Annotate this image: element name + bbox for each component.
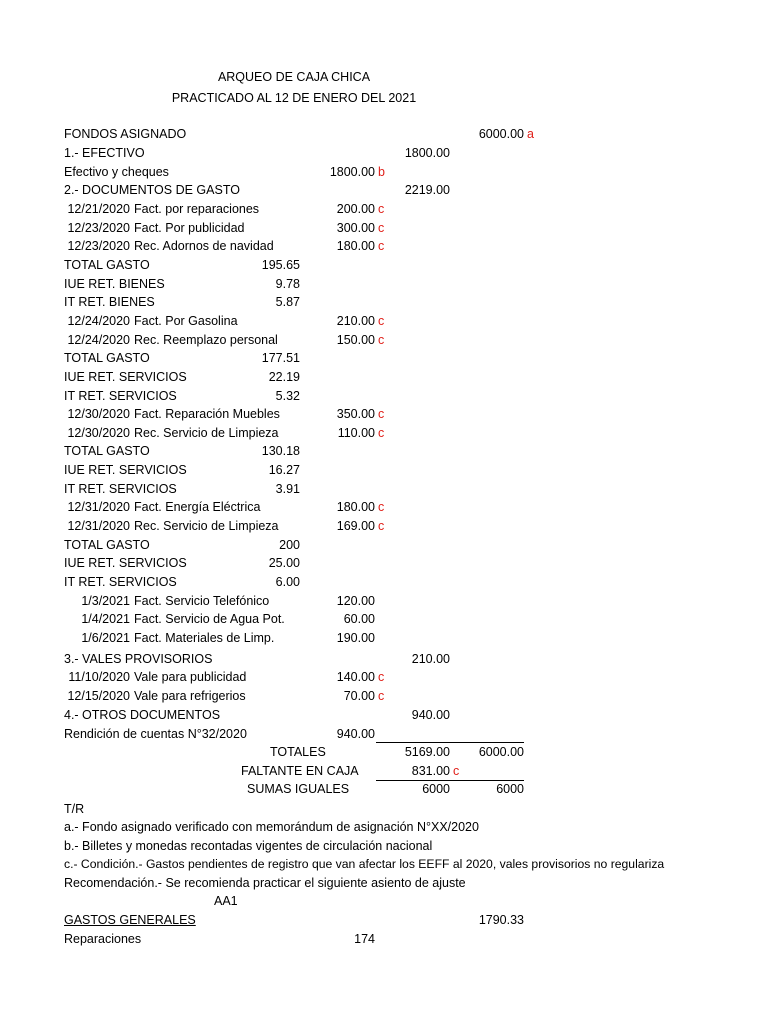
summary-value: 9.78 [275, 276, 300, 291]
reparaciones-amount: 174 [354, 932, 375, 946]
summary-value: 200 [279, 537, 300, 552]
faltante-label: FALTANTE EN CAJA [241, 764, 359, 778]
row-amount: 190.00 [336, 630, 375, 645]
summary-label: IUE RET. BIENES [64, 276, 165, 291]
row-date: 12/21/2020 [67, 202, 130, 216]
faltante-amount: 831.00 [411, 764, 450, 778]
row-amount: 70.00 [343, 688, 375, 703]
note-b: b.- Billetes y monedas recontadas vigentes de circulación nacional [64, 839, 433, 853]
section-efectivo-label: 1.- EFECTIVO [64, 146, 145, 160]
summary-label: TOTAL GASTO [64, 444, 150, 459]
audit-mark: c [378, 407, 385, 422]
section-otros-label: 4.- OTROS DOCUMENTOS [64, 708, 221, 722]
row-amount: 200.00 [336, 202, 375, 216]
audit-mark: c [378, 688, 385, 703]
sumas-rule [376, 780, 524, 781]
section-vales-label: 3.- VALES PROVISORIOS [64, 652, 213, 666]
audit-mark: c [378, 332, 385, 347]
row-date: 12/31/2020 [67, 500, 130, 515]
audit-mark: c [378, 670, 385, 684]
row-amount: 60.00 [343, 612, 375, 627]
summary-label: TOTAL GASTO [64, 537, 150, 552]
row-description: Fact. Servicio Telefónico [134, 593, 270, 608]
efectivo-item-amount: 1800.00 [329, 165, 375, 179]
audit-mark: c [453, 764, 460, 778]
row-description: Rec. Adornos de navidad [134, 239, 274, 254]
note-recomendacion: Recomendación.- Se recomienda practicar el siguiente asiento de ajuste [64, 876, 466, 890]
section-documentos-label: 2.- DOCUMENTOS DE GASTO [64, 183, 240, 197]
gastos-generales-amount: 1790.33 [478, 913, 524, 927]
audit-mark: a [527, 127, 534, 141]
sumas-label: SUMAS IGUALES [247, 782, 350, 796]
totales-label: TOTALES [270, 745, 326, 759]
section-documentos-subtotal: 2219.00 [404, 183, 450, 197]
row-amount: 180.00 [336, 500, 375, 515]
summary-label: IT RET. SERVICIOS [64, 575, 177, 589]
totales-col3: 5169.00 [404, 745, 450, 759]
section-otros-subtotal: 940.00 [411, 708, 450, 722]
audit-mark: b [378, 165, 385, 179]
row-description: Fact. Reparación Muebles [134, 407, 280, 422]
row-description: Rec. Reemplazo personal [134, 332, 278, 347]
summary-label: TOTAL GASTO [64, 351, 150, 366]
page-subtitle: PRACTICADO AL 12 DE ENERO DEL 2021 [171, 91, 417, 105]
note-c: c.- Condición.- Gastos pendientes de registro que van afectar los EEFF al 2020, vales provisorios no regulariza [64, 857, 665, 871]
row-amount: 300.00 [336, 220, 375, 235]
row-amount: 140.00 [336, 670, 375, 684]
section-efectivo-subtotal: 1800.00 [404, 146, 450, 160]
row-date: 12/24/2020 [67, 313, 130, 328]
asiento-code: AA1 [214, 894, 238, 908]
row-date: 12/23/2020 [67, 220, 130, 235]
reparaciones-label: Reparaciones [64, 932, 142, 946]
row-amount: 110.00 [337, 425, 375, 440]
totales-col4: 6000.00 [478, 745, 524, 759]
row-description: Rec. Servicio de Limpieza [134, 425, 279, 440]
rendicion-label: Rendición de cuentas N°32/2020 [64, 727, 247, 741]
fondos-amount: 6000.00 [478, 127, 524, 141]
summary-value: 6.00 [275, 575, 300, 589]
summary-label: IT RET. BIENES [64, 295, 155, 310]
row-date: 1/6/2021 [81, 630, 130, 645]
sumas-col4: 6000 [496, 782, 524, 796]
audit-mark: c [378, 425, 385, 440]
row-date: 11/10/2020 [68, 670, 130, 684]
audit-mark: c [378, 519, 385, 534]
row-amount: 169.00 [336, 519, 375, 534]
summary-label: IUE RET. SERVICIOS [64, 556, 187, 571]
row-date: 12/30/2020 [67, 407, 130, 422]
row-description: Vale para publicidad [134, 670, 247, 684]
summary-value: 195.65 [261, 257, 300, 272]
row-description: Rec. Servicio de Limpieza [134, 519, 279, 534]
totals-rule [376, 742, 524, 743]
row-date: 12/23/2020 [67, 239, 130, 254]
summary-value: 25.00 [268, 556, 300, 571]
row-amount: 210.00 [336, 313, 375, 328]
row-description: Fact. Materiales de Limp. [134, 630, 275, 645]
summary-label: IUE RET. SERVICIOS [64, 369, 187, 384]
row-date: 12/31/2020 [67, 519, 130, 534]
page-title: ARQUEO DE CAJA CHICA [217, 70, 371, 84]
summary-label: IT RET. SERVICIOS [64, 481, 177, 496]
note-tr: T/R [64, 802, 85, 816]
fondos-label: FONDOS ASIGNADO [64, 127, 187, 141]
section-vales-subtotal: 210.00 [411, 652, 450, 666]
summary-value: 177.51 [261, 351, 300, 366]
row-description: Fact. Servicio de Agua Pot. [134, 612, 285, 627]
gastos-generales-label: GASTOS GENERALES [64, 913, 196, 927]
summary-label: TOTAL GASTO [64, 257, 150, 272]
summary-value: 22.19 [268, 369, 300, 384]
summary-value: 3.91 [275, 481, 300, 496]
row-description: Vale para refrigerios [134, 688, 246, 703]
row-description: Fact. Por publicidad [134, 220, 245, 235]
row-description: Fact. por reparaciones [134, 202, 260, 216]
row-date: 12/15/2020 [67, 688, 130, 703]
row-date: 1/3/2021 [81, 593, 130, 608]
note-a: a.- Fondo asignado verificado con memorándum de asignación N°XX/2020 [64, 820, 479, 834]
summary-label: IT RET. SERVICIOS [64, 388, 177, 403]
audit-mark: c [378, 313, 385, 328]
row-description: Fact. Por Gasolina [134, 313, 238, 328]
row-amount: 150.00 [336, 332, 375, 347]
row-date: 1/4/2021 [81, 612, 130, 627]
efectivo-item-label: Efectivo y cheques [64, 165, 169, 179]
rendicion-amount: 940.00 [336, 727, 375, 741]
summary-value: 130.18 [261, 444, 300, 459]
row-amount: 120.00 [336, 593, 375, 608]
sumas-col3: 6000 [422, 782, 450, 796]
row-description: Fact. Energía Eléctrica [134, 500, 261, 515]
summary-value: 5.32 [275, 388, 300, 403]
audit-mark: c [378, 220, 385, 235]
audit-mark: c [378, 239, 385, 254]
audit-mark: c [378, 202, 385, 216]
summary-label: IUE RET. SERVICIOS [64, 463, 187, 478]
summary-value: 16.27 [268, 463, 300, 478]
summary-value: 5.87 [275, 295, 300, 310]
row-amount: 350.00 [336, 407, 375, 422]
row-date: 12/24/2020 [67, 332, 130, 347]
audit-mark: c [378, 500, 385, 515]
row-amount: 180.00 [336, 239, 375, 254]
row-date: 12/30/2020 [67, 425, 130, 440]
